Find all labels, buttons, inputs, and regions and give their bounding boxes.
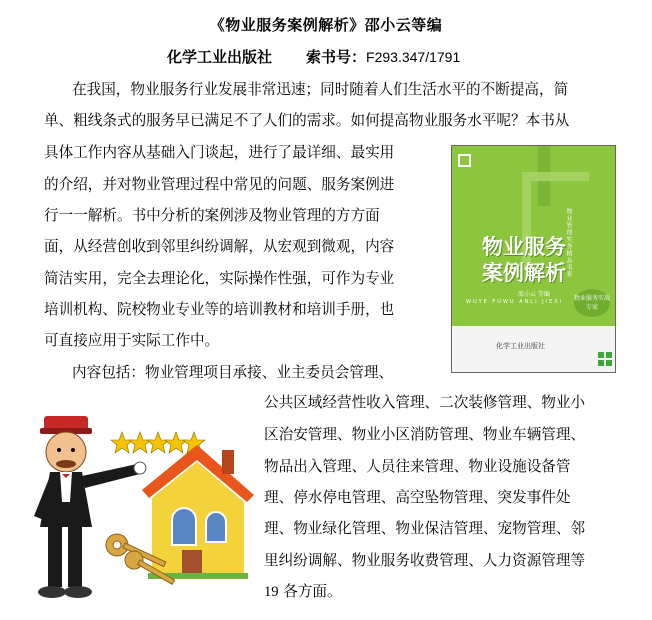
body-line: 具体工作内容从基础入门谈起，进行了最详细、最实用 (44, 144, 395, 161)
body-line: 可直接应用于实际工作中。 (44, 332, 220, 349)
cover-seal: 物业服务实战专家 (574, 289, 610, 317)
book-cover (451, 145, 616, 373)
contents-last-line (264, 582, 342, 602)
cover-author: 邵小云 等编 (518, 291, 550, 298)
body-line: 单、粗线条式的服务早已满足不了人们的需求。如何提高物业服务水平呢？本书从 (44, 112, 570, 129)
aspect-count: 19 (264, 584, 279, 600)
cover-series: 物业管理实务精品书系 (565, 208, 572, 278)
call-number: F293.347/1791 (366, 49, 461, 65)
contents-line: 公共区域经营性收入管理、二次装修管理、物业小 (264, 394, 586, 411)
body-line: 在我国，物业服务行业发展非常迅速；同时随着人们生活水平的不断提高，简 (72, 81, 569, 98)
body-line: 的介绍，并对物业管理过程中常见的问题、服务案例进 (44, 176, 395, 193)
contents-intro-line: 内容包括：物业管理项目承接、业主委员会管理、 (72, 364, 394, 381)
cover-title-line2: 案例解析 (482, 261, 566, 285)
call-number-label: 索书号： (306, 48, 367, 66)
cover-title-line1: 物业服务 (482, 235, 566, 259)
concierge-illustration (22, 410, 267, 610)
cover-press: 化学工业出版社 (496, 342, 545, 350)
publisher-row (167, 46, 460, 67)
contents-line: 理、停水停电管理、高空坠物管理、突发事件处 (264, 489, 571, 506)
contents-line: 理、物业绿化管理、物业保洁管理、宠物管理、邻 (264, 520, 586, 537)
body-line: 行一一解析。书中分析的案例涉及物业管理的方方面 (44, 207, 380, 224)
cover-corner-mark (458, 154, 471, 167)
body-line: 简洁实用，完全去理论化，实际操作性强，可作为专业 (44, 270, 395, 287)
body-line: 面，从经营创收到邻里纠纷调解，从宏观到微观，内容 (44, 238, 395, 255)
contents-last-text: 各方面。 (283, 583, 342, 600)
contents-line: 区治安管理、物业小区消防管理、物业车辆管理、 (264, 426, 586, 443)
contents-line: 里纠纷调解、物业服务收费管理、人力资源管理等 (264, 552, 586, 569)
cover-title (482, 234, 566, 286)
rating-stars-icon (111, 432, 205, 453)
publisher-logo-icon (598, 352, 612, 366)
book-title: 《物业服务案例解析》邵小云等编 (209, 16, 443, 34)
cover-pinyin: WUYE FUWU ANLI JIEXI (466, 299, 564, 305)
contents-line: 物品出入管理、人员往来管理、物业设施设备管 (264, 458, 571, 475)
body-line: 培训机构、院校物业专业等的培训教材和培训手册，也 (44, 301, 395, 318)
publisher-name: 化学工业出版社 (167, 48, 273, 66)
